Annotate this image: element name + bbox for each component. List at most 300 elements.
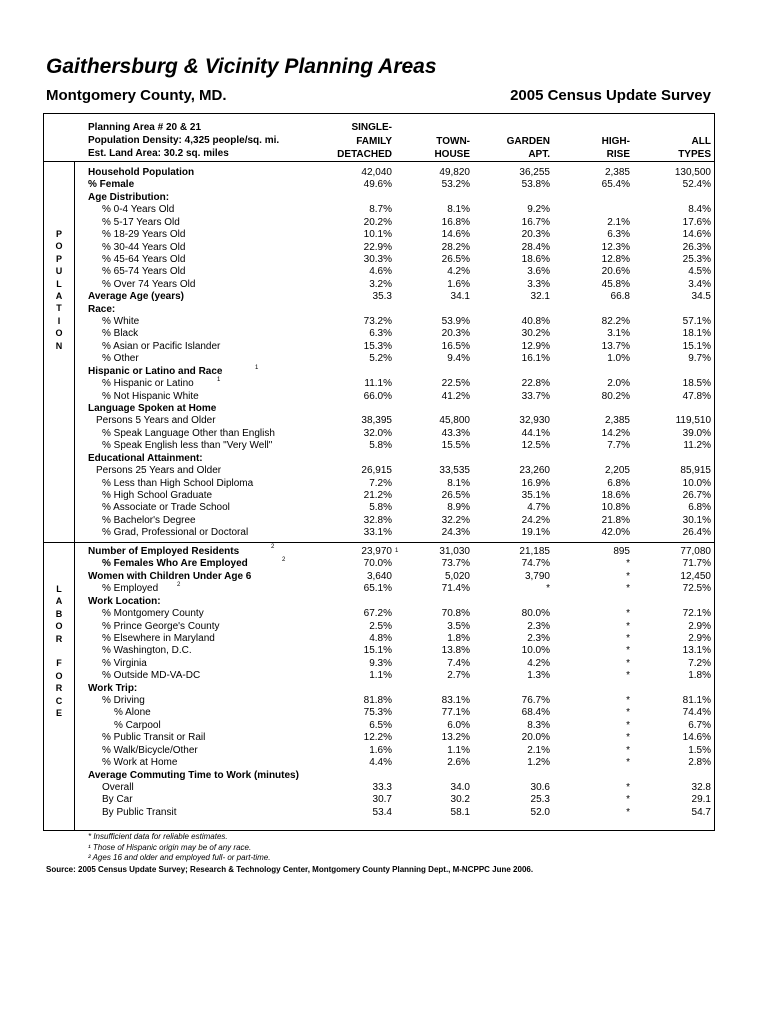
row-value: 54.7: [691, 806, 711, 818]
row-value: 12.9%: [521, 340, 550, 352]
table-row: [0, 502, 768, 514]
row-value: 2,385: [604, 167, 630, 178]
row-value: 2,205: [604, 465, 630, 477]
table-row: [0, 229, 768, 241]
column-header-line: FAMILY: [356, 135, 392, 147]
row-value: 10.0%: [682, 477, 711, 489]
row-value: 73.2%: [363, 316, 392, 328]
row-value: 15.3%: [363, 340, 392, 352]
row-value: 2.9%: [688, 620, 711, 632]
footnote: ² Ages 16 and older and employed full- or part-time.: [88, 853, 271, 862]
row-value: 4.6%: [369, 266, 392, 278]
row-value: 34.0: [450, 781, 470, 793]
row-label: Work Location:: [88, 595, 161, 607]
row-value: 30.6: [530, 781, 550, 793]
side-label-letter: U: [55, 266, 63, 277]
row-value: 19.1%: [521, 527, 550, 539]
row-value: 30.2: [450, 794, 470, 806]
row-value: 2.1%: [607, 216, 630, 228]
row-value: 65.4%: [601, 179, 630, 191]
row-value: 2.3%: [527, 620, 550, 632]
row-value: 12.8%: [601, 253, 630, 265]
row-value: 16.8%: [441, 216, 470, 228]
footnote-mark: 1: [217, 377, 221, 383]
row-value: 20.2%: [363, 216, 392, 228]
section-divider: [43, 542, 715, 543]
row-value: 3.3%: [527, 278, 550, 290]
row-value: 8.7%: [369, 204, 392, 216]
row-value: 18.6%: [601, 489, 630, 501]
row-value: 13.1%: [682, 645, 711, 657]
row-value: 8.1%: [447, 477, 470, 489]
row-value: 49.6%: [363, 179, 392, 191]
row-value: 32.1: [530, 291, 550, 303]
row-value: 7.2%: [369, 477, 392, 489]
row-value: 5.8%: [369, 502, 392, 514]
row-value: 3,790: [524, 570, 550, 582]
row-value: 5,020: [444, 570, 470, 582]
row-label: % 0-4 Years Old: [102, 204, 175, 216]
table-row: [0, 807, 768, 819]
row-value: 2,385: [604, 415, 630, 427]
row-value: 80.0%: [521, 608, 550, 620]
row-value: 7.4%: [447, 657, 470, 669]
row-value: 32.2%: [441, 514, 470, 526]
row-value: 32,930: [519, 415, 550, 427]
row-value: 9.7%: [688, 353, 711, 365]
row-value: 5.2%: [369, 353, 392, 365]
row-label: By Public Transit: [102, 806, 177, 818]
row-label: % Virginia: [102, 657, 147, 669]
row-value: 12.2%: [363, 732, 392, 744]
row-value: 26.5%: [441, 253, 470, 265]
row-value: 25.3: [530, 794, 550, 806]
row-value: 80.2%: [601, 390, 630, 402]
row-label: Number of Employed Residents: [88, 546, 240, 557]
table-row: [0, 192, 768, 204]
row-value: 119,510: [675, 415, 711, 427]
table-row: [0, 683, 768, 695]
row-label: % Bachelor's Degree: [102, 514, 196, 526]
side-label-letter: L: [56, 278, 62, 289]
table-header-divider: [43, 161, 715, 162]
row-value: 28.2%: [441, 241, 470, 253]
row-value: 24.2%: [521, 514, 550, 526]
row-label: % Grad, Professional or Doctoral: [102, 527, 249, 539]
row-value: *: [626, 670, 630, 682]
row-value: *: [626, 781, 630, 793]
row-value: 6.0%: [447, 719, 470, 731]
side-label-letter: O: [55, 670, 63, 681]
side-label-letter: C: [55, 695, 63, 706]
row-label: Age Distribution:: [88, 191, 170, 203]
row-value: 1.3%: [527, 670, 550, 682]
row-value: 44.1%: [521, 427, 550, 439]
table-row: [0, 670, 768, 682]
row-value: 2.8%: [688, 757, 711, 769]
row-value: 4.7%: [527, 502, 550, 514]
row-label: Educational Attainment:: [88, 452, 203, 464]
row-value: *: [626, 695, 630, 707]
table-row: [0, 478, 768, 490]
row-label: % Hispanic or Latino: [102, 378, 194, 390]
row-value: 20.3%: [441, 328, 470, 340]
row-value: 14.6%: [682, 732, 711, 744]
row-value: 13.2%: [441, 732, 470, 744]
row-value: 12,450: [680, 570, 711, 582]
row-value: *: [626, 657, 630, 669]
row-label: % Black: [102, 328, 139, 340]
area-info-line: Planning Area # 20 & 21: [88, 122, 202, 133]
row-value: 16.7%: [521, 216, 550, 228]
row-value: 16.9%: [521, 477, 550, 489]
row-value: 3,640: [366, 570, 392, 582]
row-label: % High School Graduate: [102, 489, 213, 501]
row-value: 2.3%: [527, 632, 550, 644]
row-value: 8.1%: [447, 204, 470, 216]
row-value: 26,915: [361, 465, 392, 477]
row-value: *: [626, 757, 630, 769]
survey-subtitle: 2005 Census Update Survey: [510, 87, 711, 104]
table-row: [0, 378, 768, 390]
row-value: 7.7%: [607, 440, 630, 452]
row-value: 2.5%: [369, 620, 392, 632]
row-value: 2.1%: [527, 744, 550, 756]
row-label: % Outside MD-VA-DC: [102, 670, 201, 682]
table-row: [0, 254, 768, 266]
row-value: 6.5%: [369, 719, 392, 731]
row-value: 21.2%: [363, 489, 392, 501]
row-label: % Work at Home: [102, 757, 178, 769]
column-header-line: HIGH-: [601, 135, 630, 147]
row-value: 47.8%: [682, 390, 711, 402]
row-value: 18.6%: [521, 253, 550, 265]
row-value: 895: [613, 546, 630, 557]
row-value: 31,030: [439, 546, 470, 557]
area-info-line: Population Density: 4,325 people/sq. mi.: [88, 135, 280, 146]
row-value: *: [626, 719, 630, 731]
row-label: % Alone: [114, 707, 151, 719]
row-value: 4.2%: [447, 266, 470, 278]
row-value: 1.2%: [527, 757, 550, 769]
table-row: [0, 633, 768, 645]
side-label-letter: A: [55, 596, 63, 607]
row-value: 3.4%: [688, 278, 711, 290]
row-value: 74.4%: [682, 707, 711, 719]
row-value: *: [626, 707, 630, 719]
row-value: 34.5: [691, 291, 711, 303]
row-value: 1.5%: [688, 744, 711, 756]
row-value: 49,820: [439, 167, 470, 178]
row-label: Overall: [102, 781, 134, 793]
row-value: 23,260: [519, 465, 550, 477]
row-value: 68.4%: [521, 707, 550, 719]
row-value: 26.7%: [682, 489, 711, 501]
row-value: 75.3%: [363, 707, 392, 719]
row-label: % Females Who Are Employed: [102, 558, 248, 570]
row-value: 70.8%: [441, 608, 470, 620]
row-label: % Over 74 Years Old: [102, 278, 196, 290]
row-label: % Montgomery County: [102, 608, 204, 620]
row-value: 53.2%: [441, 179, 470, 191]
row-value: 16.5%: [441, 340, 470, 352]
table-row: [0, 179, 768, 191]
row-value: 11.1%: [364, 378, 392, 390]
row-value: 1.8%: [688, 670, 711, 682]
row-value: 33.3: [372, 781, 392, 793]
row-value: 26.5%: [441, 489, 470, 501]
row-value: 57.1%: [682, 316, 711, 328]
row-value: 1.0%: [607, 353, 630, 365]
row-label: % Other: [102, 353, 139, 365]
footnote-mark: 1: [395, 548, 399, 554]
row-value: 45,800: [439, 415, 470, 427]
table-row: [0, 645, 768, 657]
row-value: 3.5%: [447, 620, 470, 632]
row-value: 13.7%: [601, 340, 630, 352]
row-value: 3.6%: [527, 266, 550, 278]
row-label: % Elsewhere in Maryland: [102, 632, 215, 644]
table-row: [0, 391, 768, 403]
row-value: 67.2%: [363, 608, 392, 620]
side-label-letter: O: [55, 328, 63, 339]
row-value: 35.3: [372, 291, 392, 303]
row-value: 32.8%: [363, 514, 392, 526]
row-value: 76.7%: [521, 695, 550, 707]
side-label-letter: I: [57, 315, 61, 326]
table-row: [0, 527, 768, 539]
row-value: 22.5%: [441, 378, 470, 390]
row-value: 22.8%: [521, 378, 550, 390]
table-row: [0, 583, 768, 595]
table-row: [0, 757, 768, 769]
report-title: Gaithersburg & Vicinity Planning Areas: [46, 55, 437, 78]
row-value: 66.0%: [363, 390, 392, 402]
row-value: 65.1%: [363, 583, 392, 595]
row-value: 52.0: [530, 806, 550, 818]
row-value: 66.8: [610, 291, 630, 303]
row-value: 35.1%: [521, 489, 550, 501]
table-row: [0, 366, 768, 378]
row-value: 30.2%: [521, 328, 550, 340]
row-value: 26.3%: [682, 241, 711, 253]
row-value: 30.7: [372, 794, 392, 806]
row-value: 26.4%: [682, 527, 711, 539]
side-label-letter: L: [56, 584, 62, 594]
table-row: [0, 720, 768, 732]
row-value: 43.3%: [441, 427, 470, 439]
row-value: 70.0%: [363, 558, 392, 570]
column-header-line: TYPES: [678, 149, 711, 160]
row-value: 32.8: [691, 781, 711, 793]
table-row: [0, 403, 768, 415]
row-value: *: [626, 570, 630, 582]
row-value: 85,915: [680, 465, 711, 477]
row-label: % White: [102, 316, 140, 328]
column-header-line: APT.: [528, 149, 550, 160]
row-value: 6.7%: [688, 719, 711, 731]
row-label: % Washington, D.C.: [102, 645, 192, 657]
table-row: [0, 242, 768, 254]
row-label: % Speak English less than "Very Well": [102, 440, 273, 452]
row-value: 10.8%: [601, 502, 630, 514]
row-label: Household Population: [88, 167, 195, 178]
column-header-line: RISE: [606, 149, 630, 160]
row-value: 130,500: [674, 167, 711, 178]
table-row: [0, 658, 768, 670]
row-value: 20.6%: [601, 266, 630, 278]
side-label-letter: N: [55, 340, 63, 351]
row-label: Average Age (years): [88, 291, 184, 303]
table-row: [0, 515, 768, 527]
row-value: *: [626, 806, 630, 818]
row-label: % 18-29 Years Old: [102, 229, 186, 241]
row-label: % 45-64 Years Old: [102, 253, 186, 265]
side-label-letter: B: [55, 608, 63, 619]
row-value: 1.1%: [369, 670, 392, 682]
row-value: 33.1%: [363, 527, 392, 539]
row-value: 15.5%: [441, 440, 470, 452]
row-label: % Associate or Trade School: [102, 502, 230, 514]
row-value: 17.6%: [682, 216, 711, 228]
row-value: 1.6%: [369, 744, 392, 756]
row-value: 40.8%: [521, 316, 550, 328]
row-value: 74.7%: [521, 558, 550, 570]
row-value: 4.2%: [527, 657, 550, 669]
row-label: % Prince George's County: [102, 620, 220, 632]
footnote-mark: 2: [282, 557, 286, 563]
row-value: 28.4%: [521, 241, 550, 253]
row-value: 72.1%: [682, 608, 711, 620]
row-label: Persons 25 Years and Older: [96, 465, 222, 477]
row-value: 77.1%: [441, 707, 470, 719]
row-label: Work Trip:: [88, 682, 138, 694]
row-value: *: [626, 608, 630, 620]
table-row: [0, 770, 768, 782]
row-value: 18.1%: [682, 328, 711, 340]
row-value: *: [626, 744, 630, 756]
row-value: 30.1%: [682, 514, 711, 526]
row-value: 4.8%: [369, 632, 392, 644]
table-row: [0, 316, 768, 328]
side-label-letter: T: [56, 303, 62, 314]
row-value: *: [626, 645, 630, 657]
row-value: 30.3%: [363, 253, 392, 265]
row-value: 53.9%: [441, 316, 470, 328]
row-value: 6.3%: [369, 328, 392, 340]
row-value: 82.2%: [601, 316, 630, 328]
row-value: 6.8%: [607, 477, 630, 489]
column-header-line: HOUSE: [434, 149, 470, 160]
row-label: % Public Transit or Rail: [102, 732, 206, 744]
row-value: 53.8%: [521, 179, 550, 191]
row-value: 9.3%: [369, 657, 392, 669]
row-value: *: [626, 558, 630, 570]
row-value: 5.8%: [369, 440, 392, 452]
row-value: 1.6%: [447, 278, 470, 290]
row-value: 4.5%: [688, 266, 711, 278]
table-row: [0, 328, 768, 340]
row-value: 36,255: [519, 167, 550, 178]
county-subtitle: Montgomery County, MD.: [46, 87, 227, 104]
row-value: 21.8%: [601, 514, 630, 526]
side-label-letter: F: [56, 658, 62, 669]
row-value: 42,040: [361, 167, 392, 178]
row-value: 14.2%: [601, 427, 630, 439]
table-row: [0, 608, 768, 620]
row-label: % Driving: [102, 695, 145, 707]
row-value: *: [626, 620, 630, 632]
row-value: 6.8%: [688, 502, 711, 514]
row-value: 14.6%: [441, 229, 470, 241]
row-value: 10.0%: [521, 645, 550, 657]
row-value: 81.1%: [682, 695, 711, 707]
source-line: Source: 2005 Census Update Survey; Research & Technology Center, Montgomery County Planning Dept., M-NCPPC June 2006.: [46, 865, 534, 874]
column-header-line: TOWN-: [436, 135, 470, 147]
row-value: 16.1%: [521, 353, 550, 365]
row-value: 2.6%: [447, 757, 470, 769]
row-value: 1.8%: [447, 632, 470, 644]
side-label-letter: P: [55, 229, 62, 239]
row-label: % 5-17 Years Old: [102, 216, 180, 228]
table-row: [0, 440, 768, 452]
table-row: [0, 621, 768, 633]
row-value: 11.2%: [683, 440, 711, 452]
row-value: 32.0%: [363, 427, 392, 439]
column-header-line: DETACHED: [337, 149, 392, 160]
row-value: 23,970: [361, 546, 392, 557]
row-value: 72.5%: [682, 583, 711, 595]
side-label-letter: R: [55, 683, 63, 694]
side-label-letter: P: [55, 253, 62, 264]
row-value: 53.4: [372, 806, 392, 818]
row-value: 7.2%: [688, 657, 711, 669]
side-label-letter: E: [55, 708, 62, 718]
row-value: 83.1%: [441, 695, 470, 707]
table-row: [0, 415, 768, 427]
row-label: % Less than High School Diploma: [102, 477, 254, 489]
row-value: 77,080: [680, 546, 711, 557]
table-row: [0, 571, 768, 583]
table-row: [0, 695, 768, 707]
row-value: *: [626, 794, 630, 806]
row-value: 15.1%: [682, 340, 711, 352]
table-row: [0, 732, 768, 744]
row-value: 15.1%: [363, 645, 392, 657]
row-value: 1.1%: [447, 744, 470, 756]
row-value: *: [626, 732, 630, 744]
row-value: 73.7%: [441, 558, 470, 570]
table-row: [0, 596, 768, 608]
footnote-mark: 1: [255, 365, 259, 371]
row-value: 81.8%: [363, 695, 392, 707]
table-row: [0, 204, 768, 216]
row-label: % Speak Language Other than English: [102, 427, 275, 439]
row-value: 33,535: [439, 465, 470, 477]
row-label: By Car: [102, 794, 133, 806]
row-value: *: [546, 583, 550, 595]
row-value: 20.3%: [521, 229, 550, 241]
row-value: 2.0%: [607, 378, 630, 390]
table-row: [0, 266, 768, 278]
table-row: [0, 167, 768, 179]
row-value: 14.6%: [682, 229, 711, 241]
side-label-letter: R: [55, 633, 63, 644]
row-label: % Carpool: [114, 719, 161, 731]
side-label-letter: O: [55, 621, 63, 632]
table-row: [0, 217, 768, 229]
table-row: [0, 745, 768, 757]
